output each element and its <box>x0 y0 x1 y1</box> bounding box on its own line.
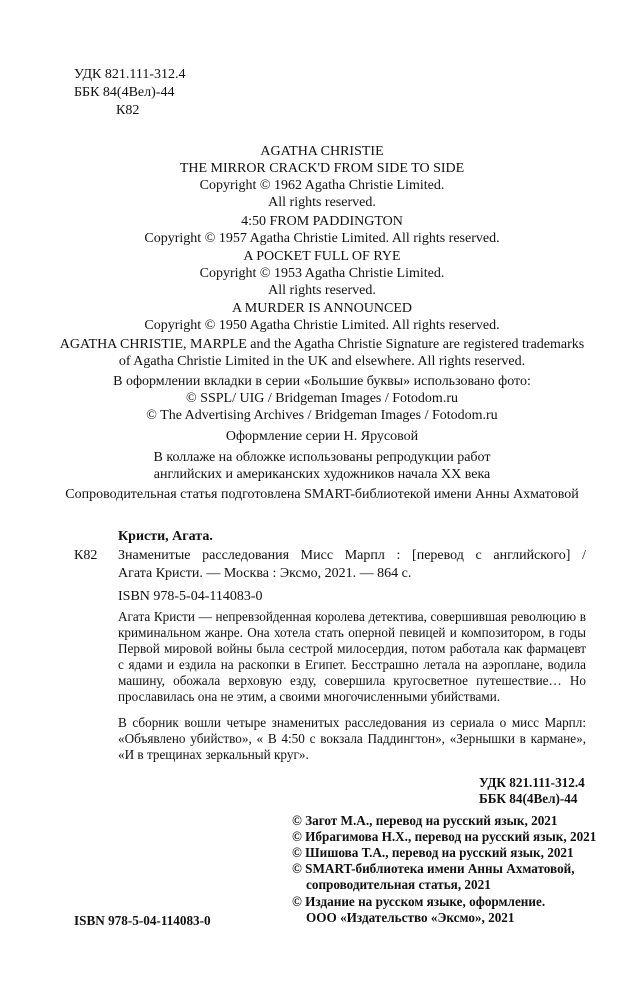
catalog-udk: УДК 821.111-312.4 <box>479 775 585 790</box>
catalog-bbk: ББК 84(4Вел)-44 <box>479 791 578 806</box>
footer-isbn: ISBN 978-5-04-114083-0 <box>74 913 211 928</box>
photo-credit-1: © SSPL/ UIG / Bridgeman Images / Fotodom.ru <box>186 391 458 406</box>
footer-copyright-5: сопроводительная статья, 2021 <box>306 877 491 892</box>
book-title-1: THE MIRROR CRACK'D FROM SIDE TO SIDE <box>179 161 465 176</box>
header-bbk: ББК 84(4Вел)-44 <box>74 85 175 100</box>
footer-copyright-4: © SMART-библиотека имени Анны Ахматовой, <box>292 861 575 876</box>
book-title-2: 4:50 FROM PADDINGTON <box>241 214 403 229</box>
book-title-3: A POCKET FULL OF RYE <box>243 249 401 264</box>
footer-copyright-1: © Загот М.А., перевод на русский язык, 2021 <box>292 813 558 828</box>
catalog-entry-line-2: Агата Кристи. — Москва : Эксмо, 2021. — 864 с. <box>118 566 412 581</box>
book-copyright-4: Copyright © 1950 Agatha Christie Limited. All rights reserved. <box>144 318 500 333</box>
trademark-line-2: of Agatha Christie Limited in the UK and elsewhere. All rights reserved. <box>118 354 526 369</box>
footer-copyright-7: ООО «Издательство «Эксмо», 2021 <box>306 910 515 925</box>
book-copyright-3b: All rights reserved. <box>268 283 376 298</box>
article-credit: Сопроводительная статья подготовлена SMART-библиотекой имени Анны Ахматовой <box>65 487 579 502</box>
collage-line-2: английских и американских художников начала XX века <box>153 467 491 482</box>
header-udk: УДК 821.111-312.4 <box>74 67 186 82</box>
annotation-paragraph-1: Агата Кристи — непревзойденная королева детектива, совершившая революцию в криминальном жанре. Она хотела стать оперной певицей и композитором, в годы Первой мировой войны была сестрой милосердия, потом работала как фармацевт с ядами и ездила на раскопки в Египет. Бесстрашно летала на аэроплане, водила машину, обожала верховую езду, совершила кругосветное путешествие… Но прославилась она не этим, а своими многочисленными убийствами. <box>118 609 586 704</box>
photo-credit-2: © The Advertising Archives / Bridgeman Images / Fotodom.ru <box>146 408 498 423</box>
book-copyright-3a: Copyright © 1953 Agatha Christie Limited. <box>199 266 445 281</box>
footer-copyright-2: © Ибрагимова Н.Х., перевод на русский язык, 2021 <box>292 829 597 844</box>
trademark-line-1: AGATHA CHRISTIE, MARPLE and the Agatha Christie Signature are registered trademarks <box>59 337 585 352</box>
catalog-entry-line-1: Знаменитые расследования Мисс Марпл : [перевод с английского] / <box>118 548 586 563</box>
book-title-4: A MURDER IS ANNOUNCED <box>231 301 413 316</box>
author-name-en: AGATHA CHRISTIE <box>260 144 384 159</box>
series-design: Оформление серии Н. Ярусовой <box>225 429 419 444</box>
footer-copyright-3: © Шишова Т.А., перевод на русский язык, 2021 <box>292 845 574 860</box>
header-code: К82 <box>116 103 140 118</box>
annotation-paragraph-2: В сборник вошли четыре знаменитых расследования из сериала о мисс Марпл: «Объявлено убийство», « В 4:50 с вокзала Паддингтон», «Зернышки в кармане», «И в трещинах зеркальный круг». <box>118 715 586 762</box>
photo-credit-heading: В оформлении вкладки в серии «Большие буквы» использовано фото: <box>113 374 531 389</box>
catalog-code: К82 <box>74 548 98 563</box>
catalog-author-heading: Кристи, Агата. <box>118 529 213 544</box>
footer-copyright-6: © Издание на русском языке, оформление. <box>292 894 546 909</box>
book-copyright-2: Copyright © 1957 Agatha Christie Limited. All rights reserved. <box>144 231 500 246</box>
collage-line-1: В коллаже на обложке использованы репродукции работ <box>153 450 491 465</box>
book-copyright-1b: All rights reserved. <box>268 195 376 210</box>
catalog-isbn: ISBN 978-5-04-114083-0 <box>118 589 263 604</box>
book-copyright-1a: Copyright © 1962 Agatha Christie Limited. <box>199 178 445 193</box>
